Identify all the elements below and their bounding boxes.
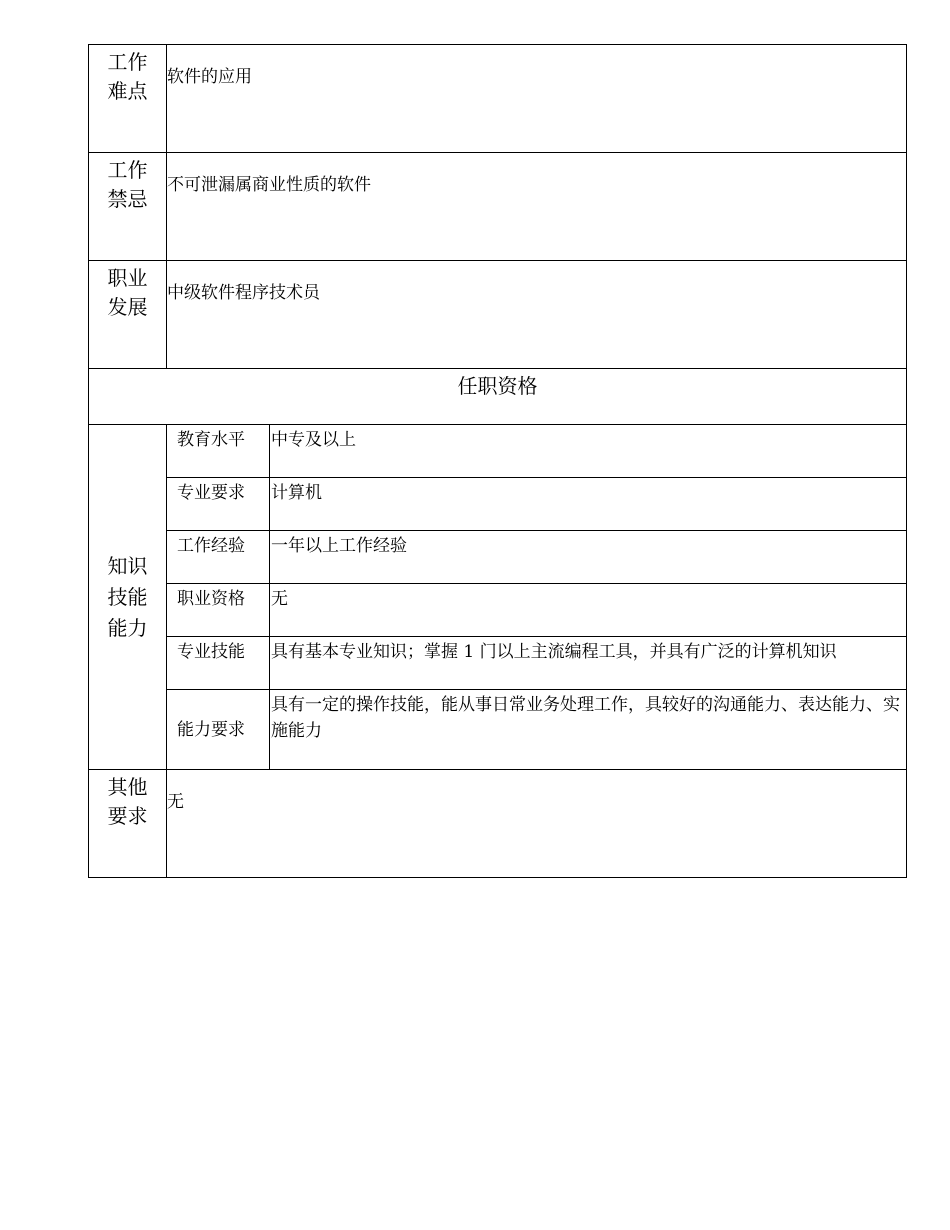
prohibitions-label	[89, 153, 167, 261]
education-label: 教育水平	[167, 425, 270, 478]
knowledge-row	[89, 478, 907, 531]
ability-label: 能力要求	[167, 690, 270, 770]
knowledge-label-line3: 能力	[107, 615, 148, 640]
prohibitions-label-line1: 工作	[107, 158, 148, 182]
difficulty-row	[89, 45, 907, 153]
qualification-title-row	[89, 369, 907, 425]
knowledge-row	[89, 425, 907, 478]
major-value: 计算机	[270, 478, 907, 531]
prohibitions-row	[89, 153, 907, 261]
certification-value: 无	[270, 584, 907, 637]
difficulty-label-line2: 难点	[107, 79, 148, 103]
knowledge-row	[89, 637, 907, 690]
knowledge-row	[89, 690, 907, 770]
knowledge-label	[89, 425, 167, 770]
skills-label: 专业技能	[167, 637, 270, 690]
experience-value: 一年以上工作经验	[270, 531, 907, 584]
other-value: 无	[167, 770, 907, 878]
career-label-line1: 职业	[107, 266, 148, 290]
other-label	[89, 770, 167, 878]
knowledge-label-line2: 技能	[107, 584, 148, 609]
certification-label: 职业资格	[167, 584, 270, 637]
qualification-title: 任职资格	[89, 369, 907, 425]
major-label: 专业要求	[167, 478, 270, 531]
knowledge-label-line1: 知识	[107, 553, 148, 578]
career-row	[89, 261, 907, 369]
difficulty-label	[89, 45, 167, 153]
career-label	[89, 261, 167, 369]
other-row	[89, 770, 907, 878]
knowledge-row	[89, 531, 907, 584]
other-label-line2: 要求	[107, 804, 148, 828]
career-label-line2: 发展	[107, 295, 148, 319]
prohibitions-value: 不可泄漏属商业性质的软件	[167, 153, 907, 261]
difficulty-value: 软件的应用	[167, 45, 907, 153]
difficulty-label-line1: 工作	[107, 50, 148, 74]
skills-value: 具有基本专业知识；掌握 1 门以上主流编程工具，并具有广泛的计算机知识	[270, 637, 907, 690]
ability-value: 具有一定的操作技能，能从事日常业务处理工作，具较好的沟通能力、表达能力、实施能力	[270, 690, 907, 770]
career-value: 中级软件程序技术员	[167, 261, 907, 369]
education-value: 中专及以上	[270, 425, 907, 478]
experience-label: 工作经验	[167, 531, 270, 584]
job-description-table	[88, 44, 907, 878]
knowledge-row	[89, 584, 907, 637]
prohibitions-label-line2: 禁忌	[107, 187, 148, 211]
other-label-line1: 其他	[107, 775, 148, 799]
